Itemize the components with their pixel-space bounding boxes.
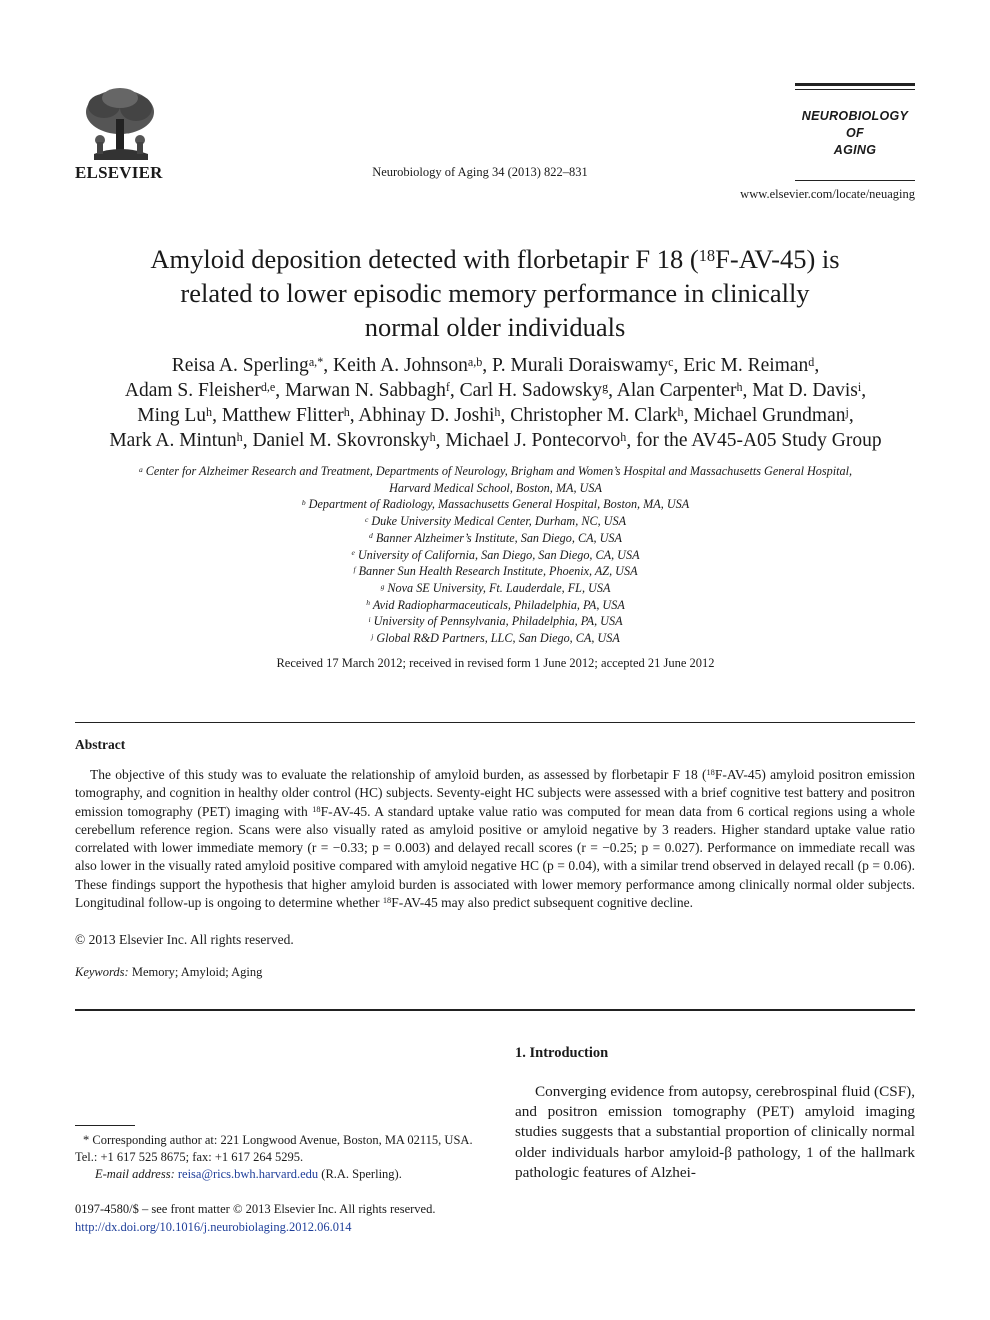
journal-url-link[interactable]: www.elsevier.com/locate/neuaging (740, 187, 915, 201)
email-label: E-mail address: (95, 1167, 175, 1182)
affiliation-text: Duke University Medical Center, Durham, NC, USA (371, 514, 627, 529)
author-name[interactable]: Eric M. Reiman (683, 355, 809, 376)
author-affil-sup: a,* (308, 354, 324, 369)
title-text: Amyloid deposition detected with florbetapir F 18 ( (150, 244, 699, 274)
footnote-rule (75, 1125, 135, 1126)
introduction-body: Converging evidence from autopsy, cerebrospinal fluid (CSF), and positron emission tomography (PET) amyloid imaging studies suggests that a substantial proportion of clinically normal older individuals harbor amyloid-β pathology, 1 of the hallmark pathologic features of Alzhei- (515, 1083, 915, 1181)
affiliation-item (78, 530, 913, 547)
journal-title (795, 108, 915, 159)
keywords-label: Keywords: (75, 965, 129, 979)
author-affil-sup: c (668, 354, 674, 369)
affiliation-sup: j (371, 631, 374, 641)
author-line (78, 353, 913, 378)
affiliation-item (78, 463, 913, 480)
author-affil-sup: h (236, 429, 243, 444)
author-name[interactable]: Reisa A. Sperling (171, 355, 309, 376)
author-name[interactable]: Mat D. Davis (752, 380, 858, 401)
affiliation-text: Global R&D Partners, LLC, San Diego, CA, USA (376, 631, 620, 646)
affiliation-text: University of California, San Diego, San Diego, CA, USA (357, 547, 640, 562)
author-name[interactable]: Christopher M. Clark (510, 405, 678, 426)
section-divider-thick (75, 1009, 915, 1011)
introduction-heading: 1. Introduction (515, 1045, 609, 1061)
journal-title-line: AGING (833, 143, 877, 157)
received-dates: Received 17 March 2012; received in revised form 1 June 2012; accepted 21 June 2012 (276, 656, 715, 670)
journal-rule-top (795, 83, 915, 86)
title-superscript: 18 (698, 245, 716, 265)
abstract-text: F-AV-45) amyloid positron emission tomography, and cognition in healthy older control (HC) subjects. Seventy-eight HC subjects were assessed with a brief cognitive test battery and positron emission tomography (PET) imaging with (75, 767, 916, 819)
abstract-text: F-AV-45 may also predict subsequent cognitive decline. (391, 895, 694, 911)
publisher-name: ELSEVIER (75, 163, 163, 182)
author-line (78, 428, 913, 453)
affiliation-text: Banner Sun Health Research Institute, Phoenix, AZ, USA (358, 564, 638, 579)
author-name[interactable]: Alan Carpenter (616, 380, 737, 401)
author-sep: , (848, 405, 854, 426)
affiliation-sup: g (380, 581, 385, 591)
author-name[interactable]: Adam S. Fleisher (124, 380, 261, 401)
abstract-text: The objective of this study was to evaluate the relationship of amyloid burden, as assessed by florbetapir F 18 ( (90, 767, 707, 782)
keywords-values: Memory; Amyloid; Aging (131, 965, 263, 979)
author-sep: , (500, 405, 511, 426)
affiliation-sup: a (138, 464, 143, 474)
author-affil-sup: a,b (467, 354, 483, 369)
affiliation-item (78, 613, 913, 630)
title-text: F-AV-45) is (715, 244, 840, 274)
abstract-copyright: © 2013 Elsevier Inc. All rights reserved. (75, 932, 294, 947)
keywords (75, 965, 262, 980)
author-sep: , (861, 380, 867, 401)
affiliation-item (78, 513, 913, 530)
section-divider (75, 722, 915, 723)
affiliation-sup: h (366, 598, 370, 608)
author-sep: , (435, 430, 446, 451)
affiliation-list (78, 463, 913, 647)
affiliation-text: Center for Alzheimer Research and Treatment, Departments of Neurology, Brigham and Women’s Hospital and Massachusetts General Hospital, (145, 464, 853, 478)
abstract-body (75, 766, 915, 912)
author-affil-sup: h (620, 429, 627, 444)
author-sep: , (212, 405, 222, 426)
author-affil-sup: h (494, 404, 501, 419)
title-line-3: normal older individuals (364, 312, 626, 342)
author-list (78, 353, 913, 453)
affiliation-sup: f (353, 564, 356, 574)
author-affil-sup: i (857, 379, 862, 394)
doi-link[interactable]: http://dx.doi.org/10.1016/j.neurobiolaging.2012.06.014 (75, 1220, 352, 1234)
affiliation-sup: d (369, 531, 373, 541)
affiliation-text: Avid Radiopharmaceuticals, Philadelphia, PA, USA (372, 597, 625, 612)
author-affil-sup: j (845, 404, 849, 419)
author-name[interactable]: Daniel M. Skovronsky (252, 430, 430, 451)
author-sep: , for the AV45-A05 Study Group (626, 430, 882, 451)
affiliation-item (78, 496, 913, 513)
paper-title (95, 242, 895, 344)
journal-title-line: NEUROBIOLOGY (801, 109, 909, 123)
author-name[interactable]: Ming Lu (137, 405, 207, 426)
affiliation-item (78, 597, 913, 614)
affiliation-sup: e (351, 548, 355, 558)
title-line-2: related to lower episodic memory performance in clinically (180, 278, 810, 308)
author-sep: , (814, 355, 820, 376)
affiliation-text: Harvard Medical School, Boston, MA, USA (389, 480, 602, 495)
affiliation-text: Nova SE University, Ft. Lauderdale, FL, USA (387, 580, 611, 595)
author-affil-sup: h (206, 404, 213, 419)
author-sep: , (242, 430, 253, 451)
author-line (78, 378, 913, 403)
abstract-text: F-AV-45. A standard uptake value ratio was computed for mean data from 6 cortical regions using a whole cerebellum reference region. Scans were also visually rated as amyloid positive or amyloid negative by 3 readers. Higher standard uptake value ratio correlated with lower immediate memory (r = −0.33; p = 0.003) and delayed recall scores (r = −0.25; p = 0.027). Performance on immediate recall was also lower in the visually rated amyloid positive compared with amyloid negative HC (p = 0.04), with a similar trend observed in delayed recall (p = 0.06). These findings support the hypothesis that higher amyloid burden is associated with lower memory performance among clinically normal older subjects. Longitudinal follow-up is ongoing to determine whether (75, 803, 915, 911)
author-affil-sup: g (602, 379, 609, 394)
author-affil-sup: h (343, 404, 350, 419)
author-sep: , (673, 355, 684, 376)
author-affil-sup: d (808, 354, 815, 369)
affiliation-item (78, 547, 913, 564)
affiliation-sup: c (364, 514, 369, 524)
author-name[interactable]: Michael J. Pontecorvo (445, 430, 621, 451)
affiliation-item (78, 480, 913, 497)
title-line-1 (95, 242, 895, 276)
author-sep: , (323, 355, 333, 376)
email-line (75, 1166, 475, 1183)
author-sep: , (275, 380, 285, 401)
author-line (78, 403, 913, 428)
author-sep: , (482, 355, 493, 376)
affiliation-item (78, 630, 913, 647)
abstract-superscript: 18 (312, 804, 321, 814)
author-name[interactable]: Abhinay D. Joshi (358, 405, 495, 426)
corresponding-author-footnote (75, 1132, 475, 1184)
author-sep: , (349, 405, 359, 426)
author-name[interactable]: Matthew Flitter (221, 405, 344, 426)
journal-citation: Neurobiology of Aging 34 (2013) 822–831 (372, 165, 588, 179)
author-name[interactable]: Keith A. Johnson (332, 355, 468, 376)
affiliation-sup: i (368, 614, 371, 624)
abstract-superscript: 18 (382, 896, 392, 906)
affiliation-sup: b (301, 498, 306, 508)
journal-rule-bottom (795, 180, 915, 181)
issn-line: 0197-4580/$ – see front matter © 2013 Elsevier Inc. All rights reserved. (75, 1202, 436, 1216)
journal-title-line: OF (846, 126, 864, 140)
author-name[interactable]: Mark A. Mintun (109, 430, 237, 451)
author-affil-sup: h (736, 379, 743, 394)
author-affil-sup: h (677, 404, 684, 419)
author-name[interactable]: Marwan N. Sabbagh (284, 380, 446, 401)
author-sep: , (683, 405, 694, 426)
journal-rule-top-thin (795, 89, 915, 90)
author-name[interactable]: Michael Grundman (693, 405, 846, 426)
author-affil-sup: f (445, 379, 450, 394)
abstract-heading: Abstract (75, 737, 126, 752)
author-name[interactable]: P. Murali Doraiswamy (492, 355, 669, 376)
author-name[interactable]: Carl H. Sadowsky (459, 380, 603, 401)
author-sep: , (742, 380, 753, 401)
affiliation-text: Banner Alzheimer’s Institute, San Diego, CA, USA (375, 530, 622, 545)
affiliation-text: Department of Radiology, Massachusetts General Hospital, Boston, MA, USA (308, 497, 690, 512)
author-sep: , (449, 380, 460, 401)
email-link[interactable]: reisa@rics.bwh.harvard.edu (177, 1167, 319, 1182)
author-sep: , (608, 380, 617, 401)
affiliation-item (78, 563, 913, 580)
affiliation-item (78, 580, 913, 597)
author-affil-sup: d,e (260, 379, 276, 394)
author-affil-sup: h (429, 429, 436, 444)
corresponding-author-text: * Corresponding author at: 221 Longwood Avenue, Boston, MA 02115, USA. Tel.: +1 617 525 8675; fax: +1 617 264 5295. (75, 1133, 473, 1165)
abstract-superscript: 18 (706, 768, 715, 778)
affiliation-text: University of Pennsylvania, Philadelphia, PA, USA (373, 614, 623, 629)
email-suffix: (R.A. Sperling). (318, 1167, 402, 1182)
